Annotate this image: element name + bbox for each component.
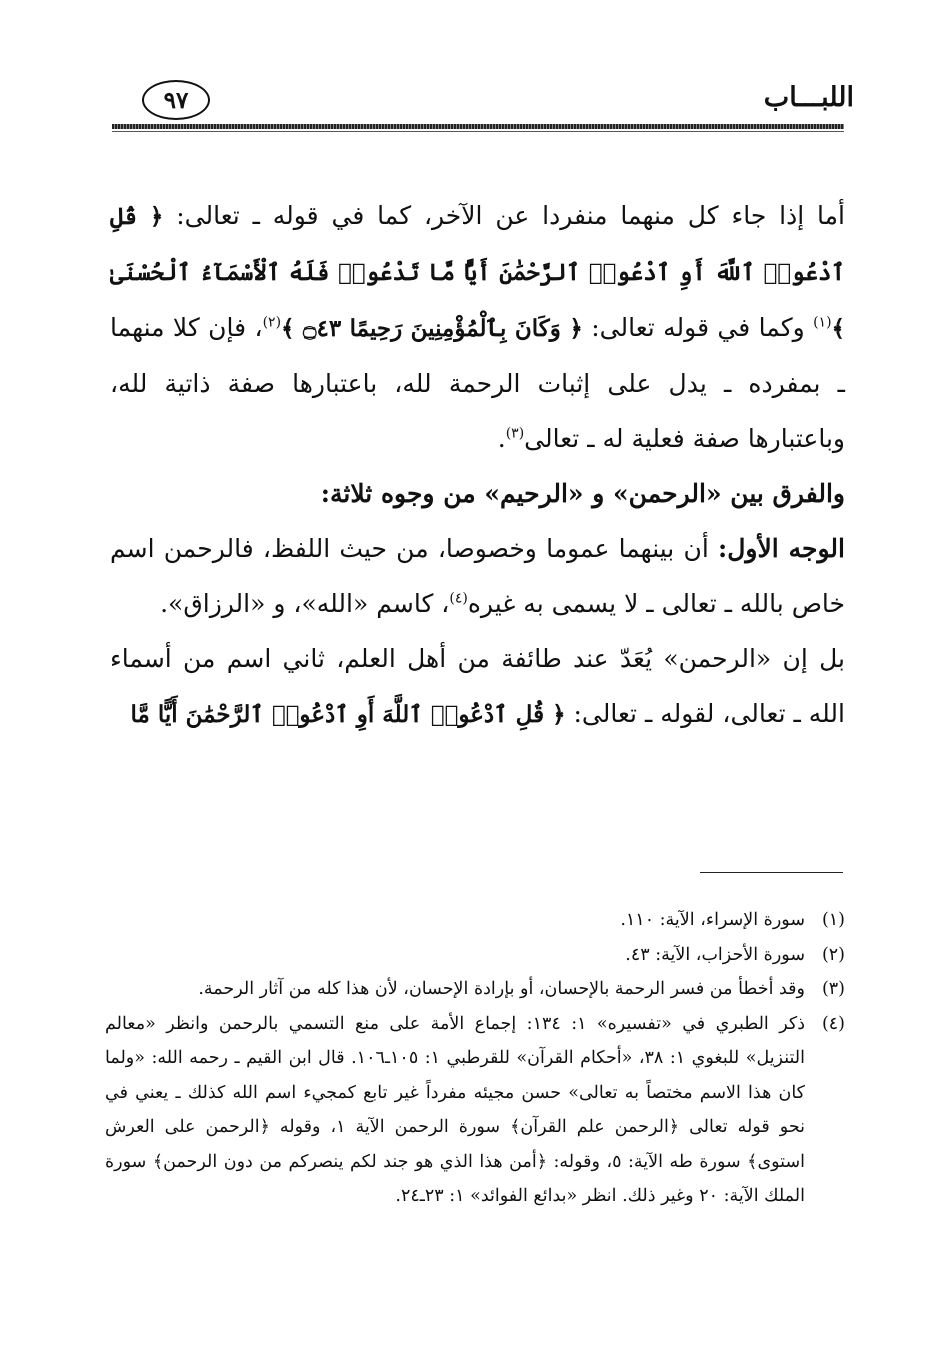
section-heading: والفرق بين «الرحمن» و «الرحيم» من وجوه ثلاثة: — [320, 479, 845, 508]
footnote-item — [105, 1007, 845, 1214]
p1-continuation: وكما في قوله — [663, 313, 814, 342]
paragraph-3 — [110, 631, 845, 742]
footnotes — [105, 903, 845, 1214]
footnote-text: ذكر الطبري في «تفسيره» ١: ١٣٤: إجماع الأمة على منع التسمي بالرحمن وانظر «معالم التنزيل» للبغوي ١: ٣٨، «أحكام القرآن» للقرطبي ١: ١٠٥ـ١٠٦. قال ابن القيم ـ رحمه الله: «ولما كان هذا الاسم مختصاً به تعالى» حسن مجيئه مفرداً غير تابع كمجيء اسم الله كذلك ـ يعني في نحو قوله تعالى ﴿الرحمن علم القرآن﴾ سورة الرحمن الآية ١، وقوله ﴿الرحمن على العرش استوى﴾ سورة طه الآية: ٥، وقوله: ﴿أمن هذا الذي هو جند لكم ينصركم من دون الرحمن﴾ سورة الملك الآية: ٢٠ وغير ذلك. انظر «بدائع الفوائد» ١: ٢٣ـ٢٤. — [105, 1013, 805, 1206]
footnote-text: سورة الأحزاب، الآية: ٤٣. — [625, 944, 805, 965]
footnote-item — [105, 972, 845, 1007]
footnote-ref-1: (١) — [813, 314, 832, 331]
footnote-text: وقد أخطأ من فسر الرحمة بالإحسان، أو بإرادة الإحسان، لأن هذا كله من آثار الرحمة. — [198, 979, 805, 999]
p2-tail: ، كاسم «الله»، و «الرزاق». — [160, 589, 450, 618]
main-text — [110, 188, 845, 742]
footnote-number: (٢) — [821, 944, 845, 965]
quran-verse-1: ﴿ قُلِ ٱدْعُوا۟ ٱللَّهَ أَوِ ٱدْعُوا۟ ٱلرَّحْمَٰنَ أَيًّا مَّا تَدْعُوا۟ فَلَهُ ٱلْأَسْمَآءُ ٱلْحُسْنَىٰ ﴾ — [110, 203, 846, 342]
footnote-ref-2: (٢) — [262, 314, 282, 331]
footnote-ref-3: (٣) — [505, 425, 525, 442]
quran-verse-3: ﴿ قُلِ ٱدْعُوا۟ ٱللَّهَ أَوِ ٱدْعُوا۟ ٱلرَّحْمَٰنَ أَيًّا مَّا — [130, 701, 566, 728]
footnote-item — [105, 938, 845, 973]
footnote-number: (٤) — [821, 1013, 845, 1034]
header-rule — [112, 124, 844, 129]
first-aspect-label: الوجه الأول: — [718, 534, 845, 563]
page-number-badge — [142, 80, 210, 120]
p3-text: بل إن «الرحمن» يُعَدّ عند طائفة من أهل العلم، ثاني اسم من أسماء الله ـ تعالى، لقوله ـ تعالى: — [110, 644, 845, 728]
p1-explanation: ، فإن كلا منهما ـ بمفرده ـ يدل على إثبات الرحمة لله، باعتبارها صفة ذاتية لله، وباعتبارها صفة فعلية له ـ تعالى — [110, 313, 845, 453]
footnote-text: سورة الإسراء، الآية: ١١٠. — [620, 910, 805, 930]
paragraph-2 — [110, 521, 845, 631]
footnote-number: (١) — [821, 910, 845, 930]
footnote-separator — [700, 872, 843, 873]
paragraph-1 — [110, 188, 845, 466]
p1-opening: أما إذا جاء كل منهما منفردا عن الآخر، كما في قوله ـ تعالى: — [176, 201, 846, 230]
running-title: اللبـــاب — [763, 82, 854, 113]
p2-text: أن بينهما عموما وخصوصا، من حيث اللفظ، فالرحمن اسم خاص بالله ـ تعالى ـ لا يسمى به غيره — [110, 534, 845, 618]
p1-end: . — [497, 424, 506, 453]
page-number: ٩٧ — [163, 86, 189, 114]
p1-verse-intro: تعالى: — [582, 313, 655, 342]
footnote-number: (٣) — [821, 979, 845, 999]
header-rule-thin — [112, 131, 844, 132]
footnote-item — [105, 903, 845, 938]
footnote-ref-4: (٤) — [449, 590, 468, 607]
quran-verse-2: ﴿ وَكَانَ بِٱلْمُؤْمِنِينَ رَحِيمًا ۝٤٣ ﴾ — [281, 315, 583, 342]
